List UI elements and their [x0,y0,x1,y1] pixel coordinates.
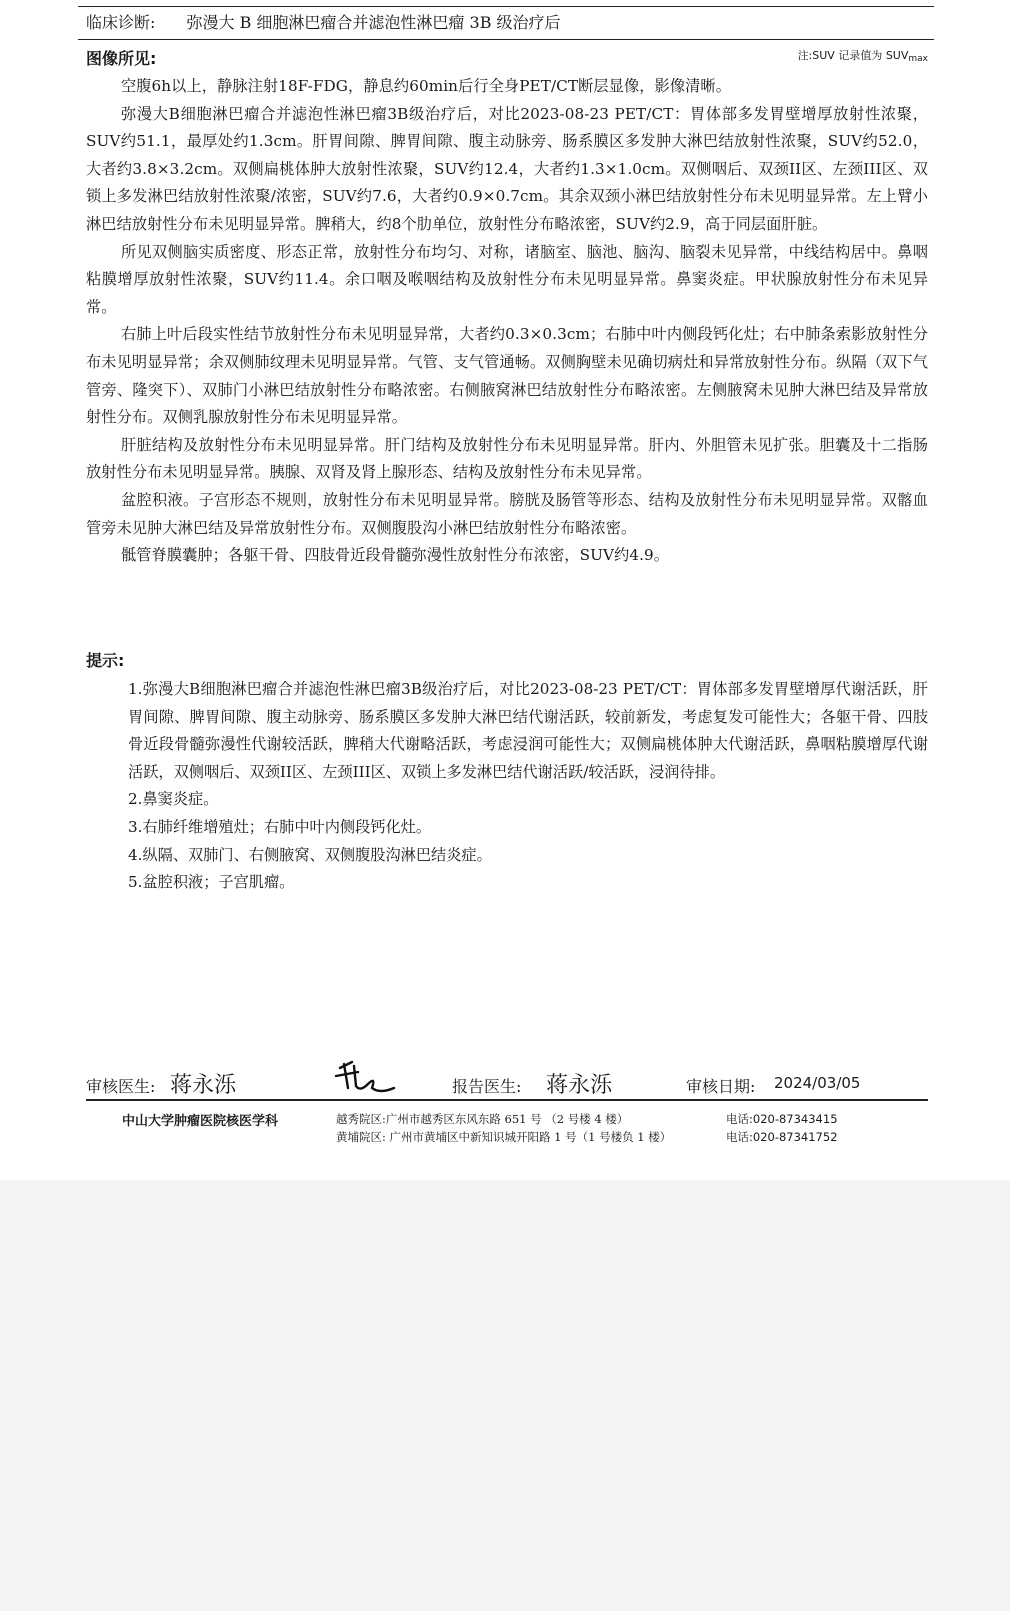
clinical-diagnosis-value: 弥漫大 B 细胞淋巴瘤合并滤泡性淋巴瘤 3B 级治疗后 [186,13,561,32]
top-rule [78,6,934,7]
findings-heading: 图像所见: [86,49,157,68]
suv-note [798,47,928,64]
diagnosis-rule [78,39,934,40]
reporter-label: 报告医生: [452,1077,522,1096]
tips-body [128,676,928,897]
tips-item: 4.纵隔、双肺门、右侧腋窝、双侧腹股沟淋巴结炎症。 [128,845,492,864]
clinical-diagnosis [86,10,926,40]
review-date-value: 2024/03/05 [774,1074,861,1092]
reviewer-label: 审核医生: [86,1077,156,1096]
review-date-label: 审核日期: [686,1077,756,1096]
suv-note-text: 注:SUV 记录值为 SUV [797,49,909,62]
findings-paragraph: 骶管脊膜囊肿；各躯干骨、四肢骨近段骨髓弥漫性放射性分布浓密，SUV约4.9。 [120,546,670,565]
findings-paragraph: 右肺上叶后段实性结节放射性分布未见明显异常，大者约0.3×0.3cm；右肺中叶内侧段钙化灶；右中肺条索影放射性分布未见明显异常；余双侧肺纹理未见明显异常。气管、支气管通畅。双侧胸壁未见确切病灶和异常放射性分布。纵隔（双下气管旁、隆突下）、双肺门小淋巴结放射性分布略浓密。右侧腋窝淋巴结放射性分布略浓密。左侧腋窝未见肿大淋巴结及异常放射性分布。双侧乳腺放射性分布未见明显异常。 [86,325,928,427]
clinical-diagnosis-label: 临床诊断: [86,13,156,32]
footer-rule [86,1099,928,1101]
tips-heading: 提示: [86,651,125,670]
footer-phone-yuexiu: 电话:020-87343415 [726,1112,838,1126]
footer-organization: 中山大学肿瘤医院核医学科 [122,1114,279,1129]
tips-item: 5.盆腔积液；子宫肌瘤。 [128,873,295,892]
findings-paragraph: 弥漫大B细胞淋巴瘤合并滤泡性淋巴瘤3B级治疗后，对比2023-08-23 PET/CT：胃体部多发胃壁增厚放射性浓聚，SUV约51.1，最厚处约1.3cm。肝胃间隙、脾胃间隙、腹主动脉旁、肠系膜区多发肿大淋巴结放射性浓聚，SUV约52.0，大者约3.8×3.2cm。双侧扁桃体肿大放射性浓聚，SUV约12.4，大者约1.3×1.0cm。双侧咽后、双颈II区、左颈III区、双锁上多发淋巴结放射性浓聚/浓密，SUV约7.6，大者约0.9×0.7cm。其余双颈小淋巴结放射性分布未见明显异常。左上臂小淋巴结放射性分布未见明显异常。脾稍大，约8个肋单位，放射性分布略浓密，SUV约2.9，高于同层面肝脏。 [86,104,928,233]
findings-paragraph: 所见双侧脑实质密度、形态正常，放射性分布均匀、对称，诸脑室、脑池、脑沟、脑裂未见异常，中线结构居中。鼻咽粘膜增厚放射性浓聚，SUV约11.4。余口咽及喉咽结构及放射性分布未见明显异常。鼻窦炎症。甲状腺放射性分布未见异常。 [86,242,928,316]
findings-paragraph: 盆腔积液。子宫形态不规则，放射性分布未见明显异常。膀胱及肠管等形态、结构及放射性分布未见明显异常。双髂血管旁未见肿大淋巴结及异常放射性分布。双侧腹股沟小淋巴结放射性分布略浓密。 [86,490,928,537]
findings-paragraph: 空腹6h以上，静脉注射18F-FDG，静息约60min后行全身PET/CT断层显像，影像清晰。 [120,77,731,95]
tips-item: 3.右肺纤维增殖灶；右肺中叶内侧段钙化灶。 [128,817,432,836]
footer-address-yuexiu: 越秀院区:广州市越秀区东风东路 651 号 （2 号楼 4 楼） [336,1112,629,1126]
findings-paragraph: 肝脏结构及放射性分布未见明显异常。肝门结构及放射性分布未见明显异常。肝内、外胆管未见扩张。胆囊及十二指肠放射性分布未见明显异常。胰腺、双肾及肾上腺形态、结构及放射性分布未见异常。 [86,435,928,482]
reporter-name: 蒋永泺 [546,1073,613,1098]
signature-row [86,1068,928,1100]
tips-item: 1.弥漫大B细胞淋巴瘤合并滤泡性淋巴瘤3B级治疗后，对比2023-08-23 PET/CT：胃体部多发胃壁增厚代谢活跃，肝胃间隙、脾胃间隙、腹主动脉旁、肠系膜区多发肿大淋巴结代谢活跃，较前新发，考虑复发可能性大；各躯干骨、四肢骨近段骨髓弥漫性代谢较活跃，脾稍大代谢略活跃，考虑浸润可能性大；双侧扁桃体肿大代谢活跃，鼻咽粘膜增厚代谢活跃，双侧咽后、双颈II区、左颈III区、双锁上多发淋巴结代谢活跃/较活跃，浸润待排。 [128,680,928,781]
reviewer-name: 蒋永泺 [170,1073,237,1098]
suv-note-subscript: max [908,54,928,64]
blank-background [0,1180,1010,1611]
footer-address-huangpu: 黄埔院区: 广州市黄埔区中新知识城开阳路 1 号（1 号楼负 1 楼） [336,1130,672,1144]
findings-body [86,73,928,570]
footer-phone-huangpu: 电话:020-87341752 [726,1130,838,1144]
tips-item: 2.鼻窦炎症。 [128,790,219,809]
